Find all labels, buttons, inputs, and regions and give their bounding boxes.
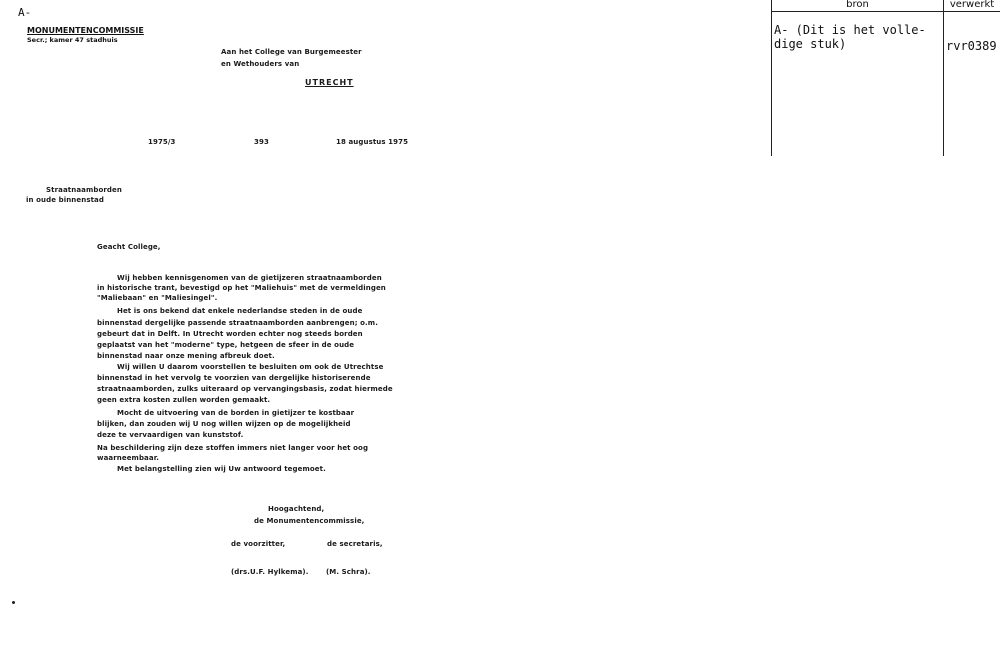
body-line: straatnaamborden, zulks uiteraard op vervangingsbasis, zodat hiermede <box>97 385 393 393</box>
addressee-city: UTRECHT <box>305 78 354 87</box>
body-line: "Maliebaan" en "Maliesingel". <box>97 294 218 302</box>
subject-line2: in oude binnenstad <box>26 196 104 204</box>
body-line: blijken, dan zouden wij U nog willen wijzen op de mogelijkheid <box>97 420 351 428</box>
letterhead-org: MONUMENTENCOMMISSIE <box>27 26 144 35</box>
page-marker: A- <box>18 6 32 19</box>
addressee-line2: en Wethouders van <box>221 60 300 68</box>
body-line: binnenstad in het vervolg te voorzien van dergelijke historiserende <box>97 374 371 382</box>
body-line: binnenstad dergelijke passende straatnaamborden aanbrengen; o.m. <box>97 319 378 327</box>
body-line: waarneembaar. <box>97 454 160 462</box>
closing-line1: Hoogachtend, <box>268 505 325 513</box>
letterhead-sub: Secr.; kamer 47 stadhuis <box>27 36 118 44</box>
table-border-left <box>771 0 772 156</box>
reference-date: 18 augustus 1975 <box>336 138 409 146</box>
body-line: binnenstad naar onze mening afbreuk doet. <box>97 352 275 360</box>
addressee-line1: Aan het College van Burgemeester <box>221 48 362 56</box>
subject-line1: Straatnaamborden <box>46 186 122 194</box>
signature-role-chair: de voorzitter, <box>231 540 286 548</box>
body-line: Mocht de uitvoering van de borden in gietijzer te kostbaar <box>117 409 355 417</box>
signature-role-secretary: de secretaris, <box>327 540 383 548</box>
closing-line2: de Monumentencommissie, <box>254 517 365 525</box>
body-line: gebeurt dat in Delft. In Utrecht worden echter nog steeds borden <box>97 330 363 338</box>
body-line: in historische trant, bevestigd op het "Maliehuis" met de vermeldingen <box>97 284 386 292</box>
reference-number: 1975/3 <box>148 138 176 146</box>
body-line: Met belangstelling zien wij Uw antwoord tegemoet. <box>117 465 326 473</box>
catalogue-table <box>771 0 1000 156</box>
salutation: Geacht College, <box>97 243 161 251</box>
source-cell: A- (Dit is het volle- dige stuk) <box>774 23 926 51</box>
body-line: deze te vervaardigen van kunststof. <box>97 431 244 439</box>
signature-name-secretary: (M. Schra). <box>326 568 371 576</box>
header-source: bron <box>846 0 869 10</box>
header-processed: verwerkt <box>949 0 995 10</box>
table-divider <box>943 0 944 156</box>
body-line: geplaatst van het "moderne" type, hetgeen de sfeer in de oude <box>97 341 355 349</box>
body-line: Wij hebben kennisgenomen van de gietijzeren straatnaamborden <box>117 274 382 282</box>
body-line: Het is ons bekend dat enkele nederlandse steden in de oude <box>117 307 363 315</box>
body-line: Wij willen U daarom voorstellen te besluiten om ook de Utrechtse <box>117 363 384 371</box>
processed-cell: rvr0389 <box>946 39 997 53</box>
body-line: Na beschildering zijn deze stoffen immers niet langer voor het oog <box>97 444 369 452</box>
body-line: geen extra kosten zullen worden gemaakt. <box>97 396 271 404</box>
signature-name-chair: (drs.U.F. Hylkema). <box>231 568 309 576</box>
page-speck <box>12 601 15 604</box>
table-header-rule <box>771 11 1000 12</box>
reference-code: 393 <box>254 138 269 146</box>
